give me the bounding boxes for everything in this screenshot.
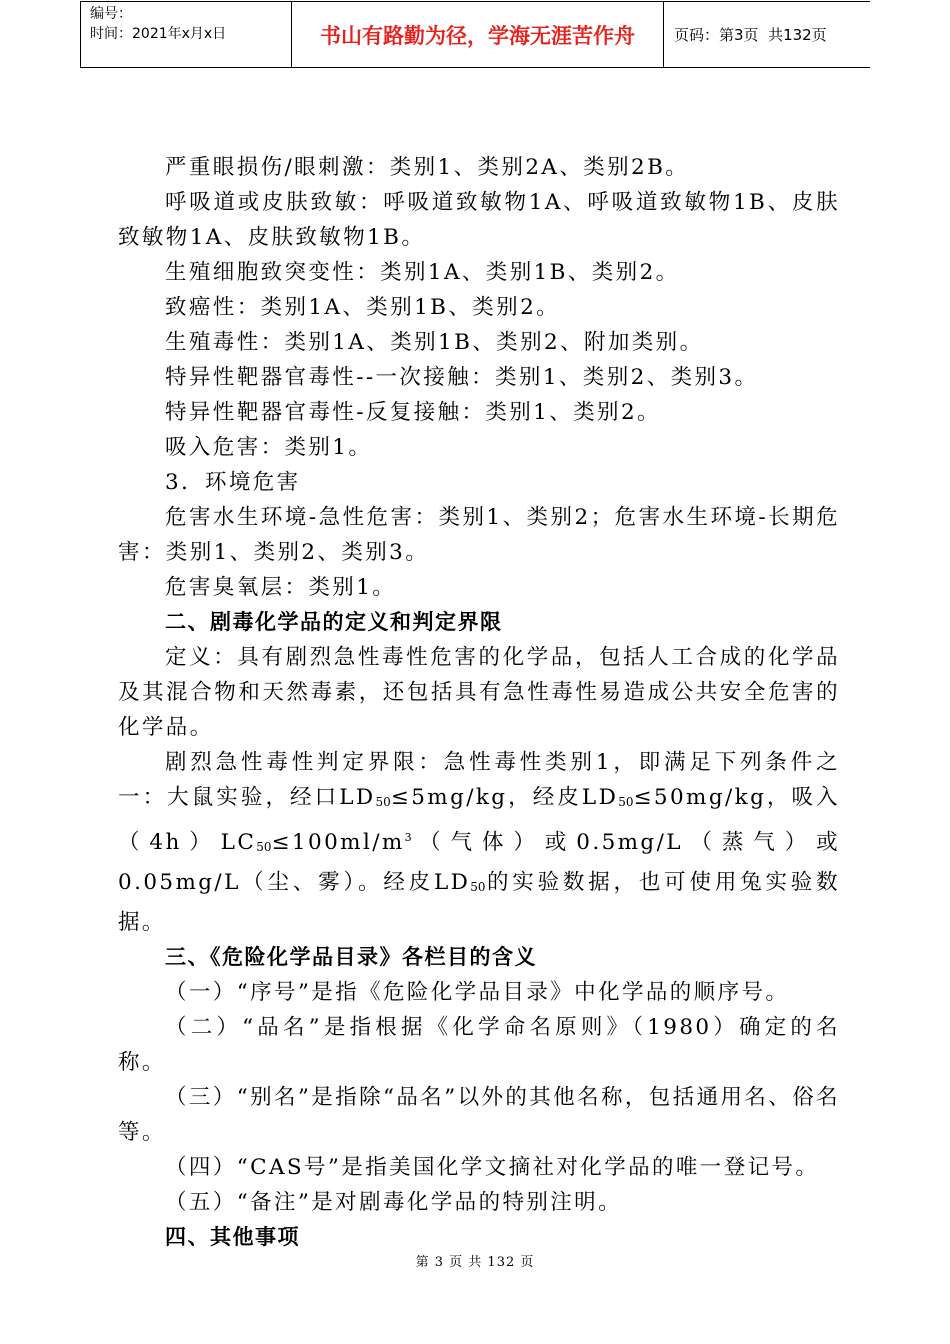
time-label: 时间：2021年x月x日 (90, 26, 227, 42)
paragraph: （二）“品名”是指根据《化学命名原则》（1980）确定的名称。 (118, 1015, 840, 1075)
paragraph: 特异性靶器官毒性--一次接触：类别1、类别2、类别3。 (165, 365, 759, 390)
subscript: 50 (256, 840, 272, 854)
text-run: ≤100ml/m (271, 830, 405, 855)
section-heading: 四、其他事项 (165, 1225, 300, 1249)
page-footer: 第 3 页 共 132 页 (415, 1255, 535, 1270)
header-page-info (664, 2, 870, 67)
paragraph: 生殖细胞致突变性：类别1A、类别1B、类别2。 (165, 260, 680, 285)
subscript: 50 (618, 795, 634, 809)
number-label: 编号： (90, 6, 132, 22)
superscript: 3 (404, 831, 412, 844)
paragraph: （五）“备注”是对剧毒化学品的特别注明。 (165, 1190, 622, 1215)
paragraph: （四）“CAS号”是指美国化学文摘社对化学品的唯一登记号。 (165, 1155, 820, 1180)
paragraph: 危害水生环境-急性危害：类别1、类别2；危害水生环境-长期危害：类别1、类别2、类别3。 (118, 505, 840, 565)
text-run: 的实验数据，也可使用兔实验数据。 (118, 870, 840, 935)
document-body (118, 150, 840, 1255)
section-heading: 二、剧毒化学品的定义和判定界限 (165, 610, 503, 634)
paragraph: 危害臭氧层：类别1。 (165, 575, 397, 600)
page-label: 页码：第3页 共132页 (674, 26, 827, 44)
text-run: 剧烈急性毒性判定界限：急性毒性类别1，即满足下列条件之一：大鼠实验，经口LD (118, 750, 840, 810)
subscript: 50 (375, 795, 391, 809)
paragraph: 严重眼损伤/眼刺激：类别1、类别2A、类别2B。 (165, 155, 690, 180)
paragraph: 定义：具有剧烈急性毒性危害的化学品，包括人工合成的化学品及其混合物和天然毒素，还包括具有急性毒性易造成公共安全危害的化学品。 (118, 645, 840, 740)
paragraph: （一）“序号”是指《危险化学品目录》中化学品的顺序号。 (165, 980, 790, 1005)
subscript: 50 (470, 880, 486, 894)
text-run: ≤50mg/kg，吸入（4h）LC (118, 785, 840, 855)
paragraph: （三）“别名”是指除“品名”以外的其他名称，包括通用名、俗名等。 (118, 1085, 840, 1145)
paragraph: 吸入危害：类别1。 (165, 435, 373, 460)
text-run: （气体）或0.5mg/L（蒸气）或0.05mg/L（尘、雾）。经皮LD (118, 830, 841, 895)
paragraph: 特异性靶器官毒性-反复接触：类别1、类别2。 (165, 400, 661, 425)
text-run: ≤5mg/kg，经皮LD (390, 785, 619, 810)
section-heading: 三、《危险化学品目录》各栏目的含义 (165, 945, 537, 969)
paragraph-toxicity-limits (118, 745, 840, 940)
header-meta (81, 2, 292, 67)
paragraph: 致癌性：类别1A、类别1B、类别2。 (165, 295, 561, 320)
header-motto: 书山有路勤为径，学海无涯苦作舟 (292, 2, 664, 67)
paragraph: 生殖毒性：类别1A、类别1B、类别2、附加类别。 (165, 330, 704, 355)
page-header (80, 1, 870, 68)
paragraph: 呼吸道或皮肤致敏：呼吸道致敏物1A、呼吸道致敏物1B、皮肤致敏物1A、皮肤致敏物1B。 (118, 190, 840, 250)
paragraph: 3．环境危害 (165, 470, 301, 495)
